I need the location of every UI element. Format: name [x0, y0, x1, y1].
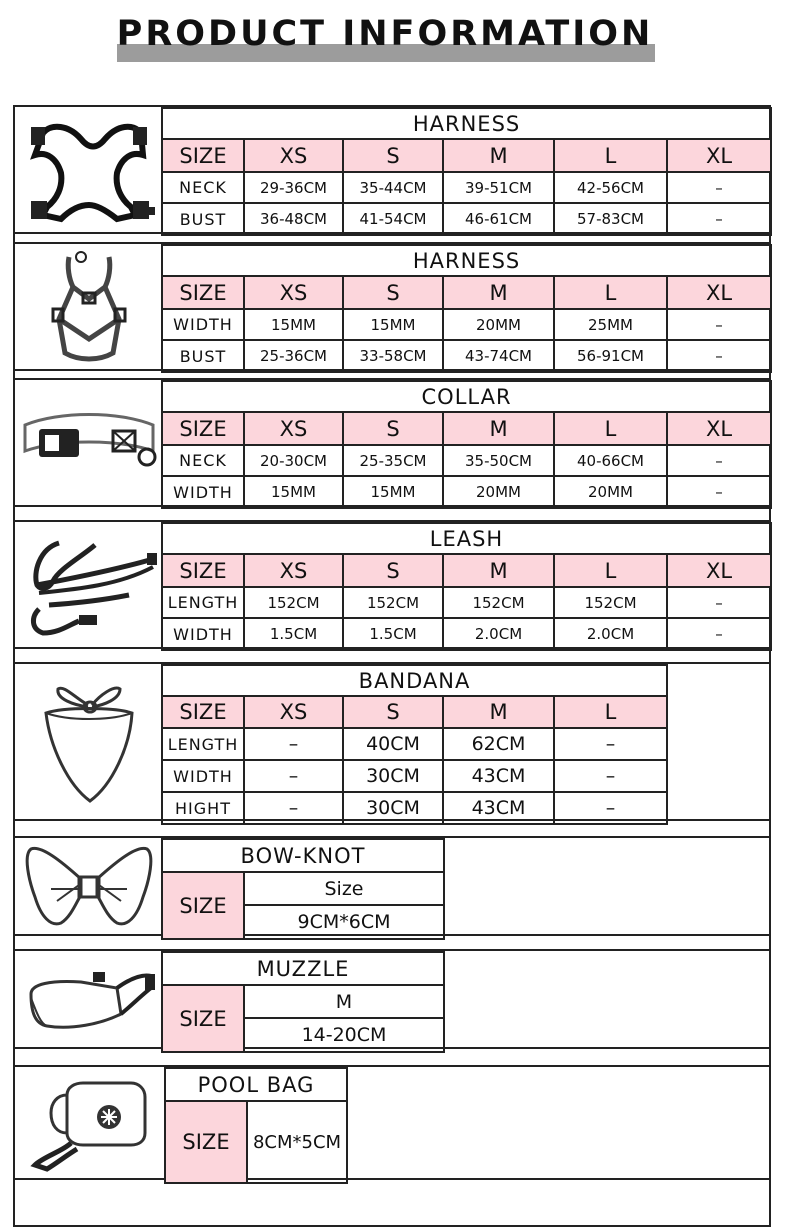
cell: 20MM: [443, 309, 554, 340]
size-xs: XS: [244, 554, 343, 587]
size-label: SIZE: [162, 412, 244, 445]
table-header: POOL BAG: [165, 1068, 347, 1101]
size-s: S: [343, 696, 443, 728]
cell: –: [554, 792, 667, 824]
harness-vest-size-table: [161, 107, 772, 236]
size-label: SIZE: [162, 276, 244, 309]
table-header: BOW-KNOT: [162, 839, 444, 872]
cell: 15MM: [343, 476, 443, 508]
row-label: WIDTH: [162, 760, 244, 792]
size-label: SIZE: [162, 554, 244, 587]
cell: 15MM: [244, 476, 343, 508]
section-pool-bag: [14, 1065, 770, 1180]
cell: 43CM: [443, 792, 554, 824]
cell: –: [667, 445, 771, 476]
size-label: SIZE: [162, 985, 244, 1052]
cell: 42-56CM: [554, 172, 667, 203]
cell: 57-83CM: [554, 203, 667, 235]
cell: –: [244, 760, 343, 792]
cell: –: [667, 340, 771, 372]
cell: 43CM: [443, 760, 554, 792]
cell: 35-50CM: [443, 445, 554, 476]
cell: 46-61CM: [443, 203, 554, 235]
size-xs: XS: [244, 139, 343, 172]
harness-vest-image: [14, 107, 163, 232]
size-m: M: [443, 554, 554, 587]
cell: –: [667, 309, 771, 340]
cell: 2.0CM: [443, 618, 554, 650]
cell: 25-36CM: [244, 340, 343, 372]
cell: 43-74CM: [443, 340, 554, 372]
row-label: LENGTH: [162, 587, 244, 618]
size-l: L: [554, 139, 667, 172]
leash-image: [14, 522, 163, 647]
cell: 40-66CM: [554, 445, 667, 476]
cell: –: [244, 792, 343, 824]
cell: 36-48CM: [244, 203, 343, 235]
row-label: BUST: [162, 203, 244, 235]
section-collar: [14, 378, 770, 507]
table-header: COLLAR: [162, 381, 771, 412]
size-label: SIZE: [162, 872, 244, 939]
size-xs: XS: [244, 696, 343, 728]
pool-bag-image: [14, 1067, 163, 1178]
cell: 2.0CM: [554, 618, 667, 650]
table-header: MUZZLE: [162, 952, 444, 985]
section-muzzle: [14, 949, 770, 1049]
cell: 14-20CM: [244, 1018, 444, 1052]
row-label: BUST: [162, 340, 244, 372]
cell: 8CM*5CM: [247, 1101, 347, 1183]
step-in-harness-image: [14, 244, 163, 369]
cell: 25-35CM: [343, 445, 443, 476]
cell: 1.5CM: [343, 618, 443, 650]
row-label: NECK: [162, 172, 244, 203]
size-l: L: [554, 412, 667, 445]
size-l: L: [554, 276, 667, 309]
cell: 152CM: [554, 587, 667, 618]
cell: Size: [244, 872, 444, 905]
cell: 35-44CM: [343, 172, 443, 203]
table-header: LEASH: [162, 523, 771, 554]
cell: 40CM: [343, 728, 443, 760]
bandana-image: [14, 664, 163, 819]
cell: –: [667, 172, 771, 203]
table-header: BANDANA: [162, 665, 667, 696]
bow-knot-size-table: [161, 838, 445, 940]
size-l: L: [554, 554, 667, 587]
cell: 152CM: [244, 587, 343, 618]
muzzle-size-table: [161, 951, 445, 1053]
row-label: HIGHT: [162, 792, 244, 824]
cell: 20MM: [554, 476, 667, 508]
row-label: WIDTH: [162, 618, 244, 650]
section-step-in-harness: [14, 242, 770, 371]
cell: 30CM: [343, 792, 443, 824]
row-label: LENGTH: [162, 728, 244, 760]
size-xs: XS: [244, 276, 343, 309]
cell: 20MM: [443, 476, 554, 508]
cell: –: [667, 618, 771, 650]
cell: 39-51CM: [443, 172, 554, 203]
row-label: WIDTH: [162, 309, 244, 340]
cell: 15MM: [343, 309, 443, 340]
cell: 29-36CM: [244, 172, 343, 203]
size-s: S: [343, 139, 443, 172]
size-label: SIZE: [165, 1101, 247, 1183]
size-m: M: [443, 276, 554, 309]
collar-size-table: [161, 380, 772, 509]
size-l: L: [554, 696, 667, 728]
size-m: M: [443, 139, 554, 172]
size-xl: XL: [667, 139, 771, 172]
size-label: SIZE: [162, 696, 244, 728]
cell: 30CM: [343, 760, 443, 792]
pool-bag-size-table: [164, 1067, 348, 1184]
size-s: S: [343, 554, 443, 587]
leash-size-table: [161, 522, 772, 651]
size-xl: XL: [667, 276, 771, 309]
row-label: NECK: [162, 445, 244, 476]
size-s: S: [343, 276, 443, 309]
size-label: SIZE: [162, 139, 244, 172]
cell: 152CM: [343, 587, 443, 618]
section-leash: [14, 520, 770, 649]
cell: 33-58CM: [343, 340, 443, 372]
cell: –: [667, 587, 771, 618]
collar-icon: [19, 403, 159, 483]
cell: –: [244, 728, 343, 760]
cell: 41-54CM: [343, 203, 443, 235]
bandana-size-table: [161, 664, 668, 825]
step-in-harness-size-table: [161, 244, 772, 373]
cell: 1.5CM: [244, 618, 343, 650]
section-harness-vest: [14, 105, 770, 234]
cell: 62CM: [443, 728, 554, 760]
size-xs: XS: [244, 412, 343, 445]
cell: 152CM: [443, 587, 554, 618]
cell: 20-30CM: [244, 445, 343, 476]
table-header: HARNESS: [162, 245, 771, 276]
leash-icon: [19, 529, 159, 641]
muzzle-icon: [21, 954, 157, 1044]
cell: –: [667, 203, 771, 235]
cell: 25MM: [554, 309, 667, 340]
size-m: M: [443, 412, 554, 445]
size-xl: XL: [667, 412, 771, 445]
size-s: S: [343, 412, 443, 445]
cell: –: [554, 760, 667, 792]
muzzle-image: [14, 951, 163, 1047]
row-label: WIDTH: [162, 476, 244, 508]
collar-image: [14, 380, 163, 505]
cell: 56-91CM: [554, 340, 667, 372]
pool-bag-icon: [27, 1073, 151, 1173]
size-xl: XL: [667, 554, 771, 587]
cell: 15MM: [244, 309, 343, 340]
bow-knot-image: [14, 838, 163, 934]
cell: –: [667, 476, 771, 508]
cell: –: [554, 728, 667, 760]
section-bandana: [14, 662, 770, 821]
bandana-icon: [34, 677, 144, 807]
step-in-harness-icon: [29, 249, 149, 364]
bow-knot-icon: [21, 841, 157, 931]
harness-vest-icon: [21, 115, 157, 225]
cell: M: [244, 985, 444, 1018]
cell: 9CM*6CM: [244, 905, 444, 939]
table-header: HARNESS: [162, 108, 771, 139]
section-bow-knot: [14, 836, 770, 936]
size-m: M: [443, 696, 554, 728]
page-title: PRODUCT INFORMATION: [116, 14, 654, 54]
